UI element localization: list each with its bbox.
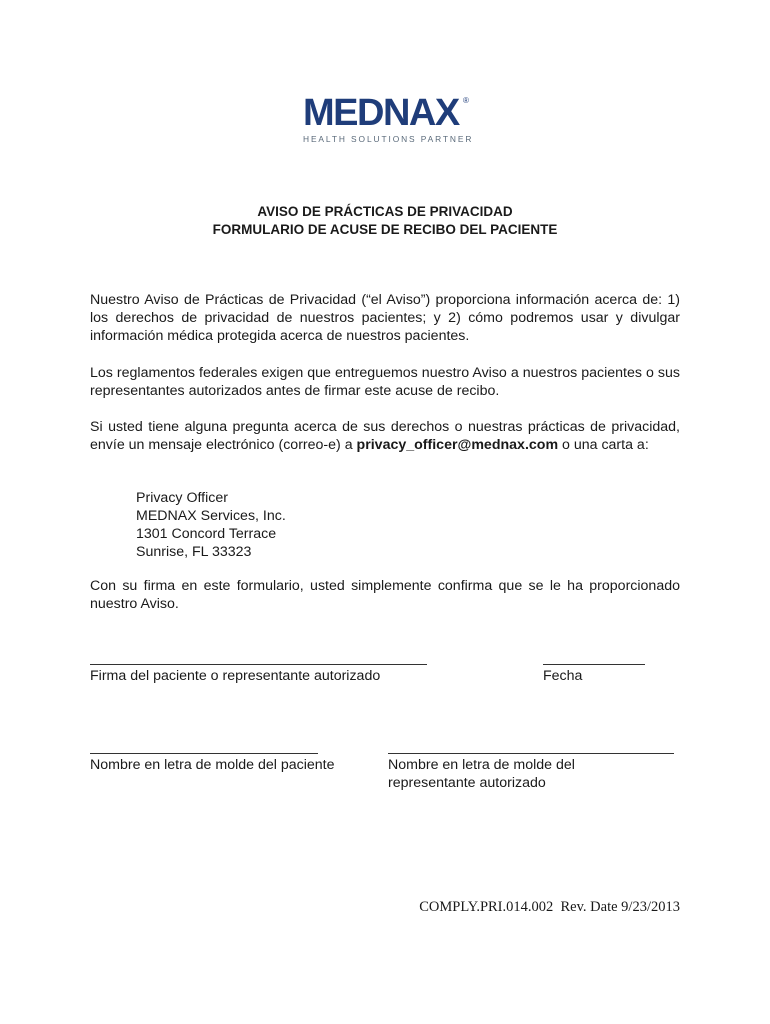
patient-signature-label: Firma del paciente o representante autorizado xyxy=(90,668,381,684)
contact-text-after: o una carta a: xyxy=(558,437,649,453)
confirmation-paragraph: Con su firma en este formulario, usted simplemente confirma que se le ha proporcionado nuestro Aviso. xyxy=(90,578,680,612)
rep-name-label-line2: representante autorizado xyxy=(388,775,546,791)
document-subtitle: FORMULARIO DE ACUSE DE RECIBO DEL PACIENTE xyxy=(212,222,558,237)
mednax-logo xyxy=(303,92,474,148)
regulations-paragraph: Los reglamentos federales exigen que entreguemos nuestro Aviso a nuestros pacientes o sus representantes autorizados antes de firmar este acuse de recibo. xyxy=(90,365,680,399)
address-line: 1301 Concord Terrace xyxy=(136,526,277,542)
form-revision-footer: COMPLY.PRI.014.002 Rev. Date 9/23/2013 xyxy=(419,899,680,915)
logo-wordmark: MEDNAX xyxy=(303,92,459,134)
privacy-email-link[interactable]: privacy_officer@mednax.com xyxy=(356,437,559,453)
rep-name-label-line1: Nombre en letra de molde del xyxy=(388,757,575,773)
date-line[interactable] xyxy=(543,664,645,665)
patient-name-line[interactable] xyxy=(90,753,318,754)
patient-name-label: Nombre en letra de molde del paciente xyxy=(90,757,335,773)
logo-tagline: HEALTH SOLUTIONS PARTNER xyxy=(303,134,474,144)
document-title: AVISO DE PRÁCTICAS DE PRIVACIDAD xyxy=(257,204,513,219)
address-line: Privacy Officer xyxy=(136,490,228,506)
contact-paragraph xyxy=(90,418,680,454)
address-line: MEDNAX Services, Inc. xyxy=(136,508,286,524)
logo-registered-mark: ® xyxy=(463,96,469,105)
rep-name-line[interactable] xyxy=(388,753,674,754)
patient-signature-line[interactable] xyxy=(90,664,427,665)
address-line: Sunrise, FL 33323 xyxy=(136,544,252,560)
date-label: Fecha xyxy=(543,668,583,684)
intro-paragraph: Nuestro Aviso de Prácticas de Privacidad (“el Aviso”) proporciona información acerca de: 1) los derechos de privacidad de nuestros pacientes; y 2) cómo podremos usar y divulgar información médica protegida acerca de nuestros pacientes. xyxy=(90,292,680,344)
mailing-address xyxy=(136,489,286,561)
contact-text-before: Si usted tiene alguna pregunta acerca de sus derechos o nuestras prácticas de privacidad, envíe un mensaje electrónico (correo-e) a xyxy=(90,419,680,453)
